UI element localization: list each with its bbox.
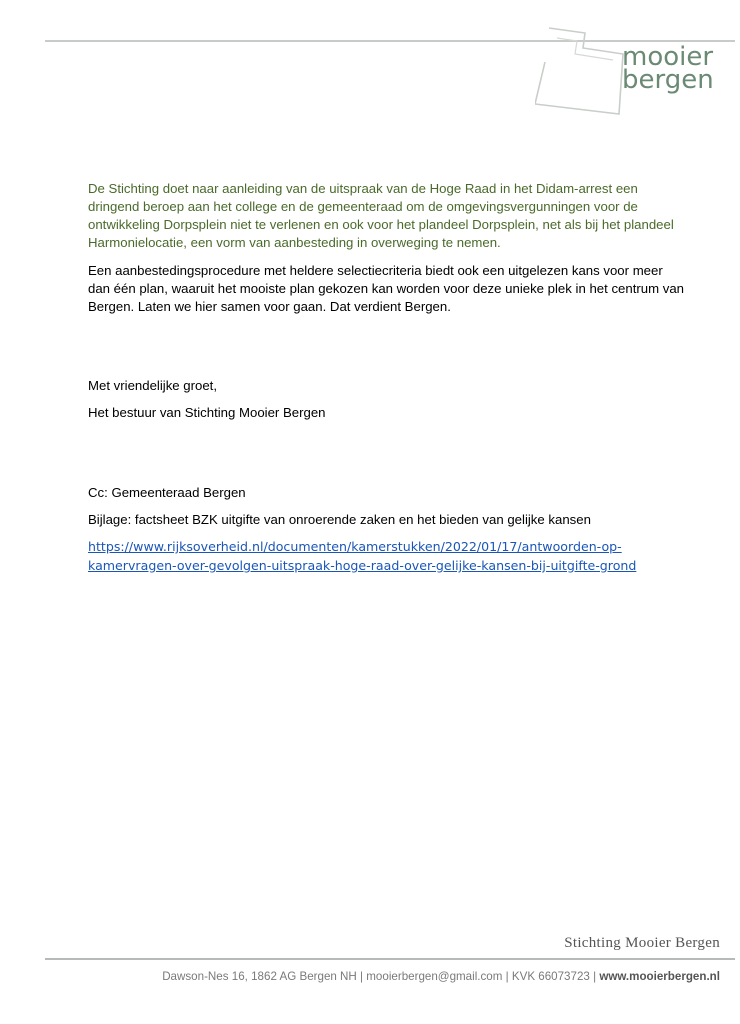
footer-address	[162, 970, 720, 983]
logo	[622, 42, 714, 95]
cc-line: Cc: Gemeenteraad Bergen	[88, 485, 246, 500]
footer-organization: Stichting Mooier Bergen	[564, 935, 720, 951]
footer-address-text: Dawson-Nes 16, 1862 AG Bergen NH | mooierbergen@gmail.com | KVK 66073723 |	[162, 970, 600, 983]
closing: Met vriendelijke groet,	[88, 378, 218, 393]
footer-website[interactable]: www.mooierbergen.nl	[599, 970, 720, 983]
second-paragraph: Een aanbestedingsprocedure met heldere selectiecriteria biedt ook een uitgelezen kans voor meer dan één plan, waaruit het mooiste plan gekozen kan worden voor deze unieke plek in het centrum van Bergen. Laten we hier samen voor gaan. Dat verdient Bergen.	[88, 263, 685, 314]
footer-divider	[45, 958, 735, 960]
logo-line-2: bergen	[622, 65, 714, 95]
logo-line-1: mooier	[622, 42, 714, 72]
link-paragraph	[88, 537, 708, 575]
rijksoverheid-link[interactable]: https://www.rijksoverheid.nl/documenten/kamerstukken/2022/01/17/antwoorden-op-kamervragen-over-gevolgen-uitspraak-hoge-raad-over-gelijke-kansen-bij-uitgifte-grond	[88, 539, 637, 573]
logo-outline-icon	[535, 24, 631, 116]
intro-paragraph: De Stichting doet naar aanleiding van de uitspraak van de Hoge Raad in het Didam-arrest een dringend beroep aan het college en de gemeenteraad om de omgevingsvergunningen voor de ontwikkeling Dorpsplein niet te verlenen en ook voor het plandeel Dorpsplein, net als bij het plandeel Harmonielocatie, een vorm van aanbesteding in overweging te nemen.	[88, 181, 674, 250]
signature: Het bestuur van Stichting Mooier Bergen	[88, 405, 326, 420]
attachment-line: Bijlage: factsheet BZK uitgifte van onroerende zaken en het bieden van gelijke kansen	[88, 512, 591, 527]
